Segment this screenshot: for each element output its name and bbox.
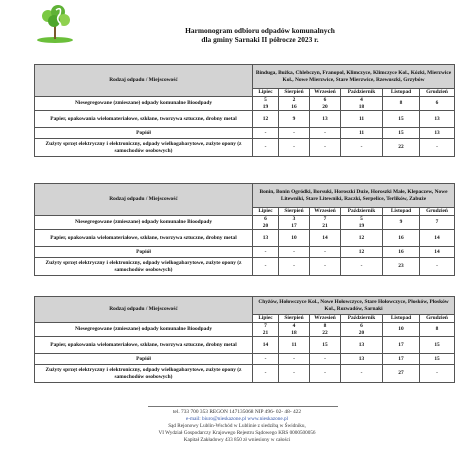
date-cell: -	[253, 128, 279, 139]
waste-type-label: Papier, opakowania wielomateriałowe, szkłane, tworzywa sztuczne, drobny metal	[35, 230, 253, 247]
date-cell: 15	[420, 354, 455, 365]
date-cell: -	[420, 365, 455, 383]
date-cell: 9	[279, 111, 310, 128]
waste-type-label: Popiół	[35, 247, 253, 258]
date-cell: -	[310, 247, 341, 258]
villages-cell: Binduga, Bużka, Chlebczyn, Franopol, Klimczyce, Klimczyce Kol., Kózki, Mierzwice Kol., Nowe Mierzwice, Stare Mierzwice, Rzewuszki, Grzybów	[253, 65, 455, 89]
date-cell: 17	[383, 354, 420, 365]
title-line-2: dla gminy Sarnaki II półrocze 2023 r.	[201, 35, 319, 44]
date-cell: 6	[420, 97, 455, 111]
date-cell: -	[253, 258, 279, 276]
date-cell: 23	[383, 258, 420, 276]
date-cell: 3 17	[279, 216, 310, 230]
date-cell: 13	[341, 354, 383, 365]
month-header: Listopad	[383, 208, 420, 216]
table-row	[35, 128, 455, 139]
date-cell: 13	[341, 337, 383, 354]
month-header: Wrzesień	[310, 208, 341, 216]
date-cell: 7	[420, 216, 455, 230]
date-cell: 15	[383, 128, 420, 139]
waste-type-label: Zużyty sprzęt elektryczny i elektroniczny, odpady wielkogabarytowe, zużyte opony (z samochodów osobowych)	[35, 139, 253, 157]
title-line-1: Harmonogram odbioru odpadów komunalnych	[185, 26, 335, 35]
date-cell: 11	[341, 111, 383, 128]
date-cell: 13	[253, 230, 279, 247]
table-header-label: Rodzaj odpadu / Miejscowość	[35, 297, 253, 323]
date-cell: 6 20	[253, 216, 279, 230]
waste-type-label: Popiół	[35, 354, 253, 365]
footer-email-link[interactable]: e-mail: biuro@nieskazone.pl www.nieskazone.pl	[186, 416, 288, 423]
date-cell: 5 19	[253, 97, 279, 111]
month-header: Sierpień	[279, 208, 310, 216]
date-cell: 14	[310, 230, 341, 247]
date-cell: 8 22	[310, 323, 341, 337]
date-cell: 11	[341, 128, 383, 139]
month-header: Lipiec	[253, 315, 279, 323]
date-cell: 10	[383, 323, 420, 337]
date-cell: -	[310, 128, 341, 139]
table-row	[35, 258, 455, 276]
date-cell: 12	[341, 247, 383, 258]
date-cell: -	[279, 258, 310, 276]
date-cell: 7 21	[310, 216, 341, 230]
date-cell: 8	[420, 323, 455, 337]
company-logo-icon	[34, 4, 76, 44]
month-header: Sierpień	[279, 89, 310, 97]
schedule-table-1	[34, 64, 454, 157]
date-cell: -	[279, 354, 310, 365]
date-cell: 17	[383, 337, 420, 354]
month-header: Sierpień	[279, 315, 310, 323]
month-header: Październik	[341, 315, 383, 323]
date-cell: -	[310, 139, 341, 157]
date-cell: 16	[383, 247, 420, 258]
document-title	[150, 26, 370, 44]
footer-krs: VI Wydział Gospodarczy Krajowego Rejestru Sądowego KRS 0000500056	[158, 430, 316, 437]
waste-type-label: Niesegregowane (zmieszane) odpady komunalne Bioodpady	[35, 216, 253, 230]
month-header: Lipiec	[253, 208, 279, 216]
date-cell: -	[279, 365, 310, 383]
waste-type-label: Zużyty sprzęt elektryczny i elektroniczny, odpady wielkogabarytowe, zużyte opony (z samochodów osobowych)	[35, 258, 253, 276]
date-cell: 14	[253, 337, 279, 354]
date-cell: 15	[420, 337, 455, 354]
month-header: Grudzień	[420, 208, 455, 216]
date-cell: 14	[420, 230, 455, 247]
villages-cell: Chyżów, Hołowczyce Kol., Nowe Hołowczyce, Stare Hołowczyce, Płosków, Płosków Kol., Rozwadów, Sarnaki	[253, 297, 455, 315]
footer-capital: Kapitał Zakładowy 433 850 zł wniesiony w całości	[183, 437, 291, 444]
waste-type-label: Papier, opakowania wielomateriałowe, szkłane, tworzywa sztuczne, drobny metal	[35, 111, 253, 128]
date-cell: 6 20	[310, 97, 341, 111]
date-cell: 22	[383, 139, 420, 157]
waste-type-label: Zużyty sprzęt elektryczny i elektroniczny, odpady wielkogabarytowe, zużyte opony (z samochodów osobowych)	[35, 365, 253, 383]
footer-court: Sąd Rejonowy Lublin-Wschód w Lublinie z siedzibą w Świdniku,	[168, 423, 306, 430]
footer-contact: tel. 733 700 353 REGON 147135068 NIP 496- 02- 48- 422	[172, 409, 302, 415]
waste-type-label: Niesegregowane (zmieszane) odpady komunalne Bioodpady	[35, 323, 253, 337]
waste-type-label: Papier, opakowania wielomateriałowe, szkłane, tworzywa sztuczne, drobny metal	[35, 337, 253, 354]
date-cell: 14	[420, 247, 455, 258]
month-header: Październik	[341, 208, 383, 216]
date-cell: -	[279, 247, 310, 258]
date-cell: 12	[341, 230, 383, 247]
date-cell: -	[279, 139, 310, 157]
month-header: Grudzień	[420, 315, 455, 323]
table-row	[35, 354, 455, 365]
table-header-label: Rodzaj odpadu / Miejscowość	[35, 184, 253, 216]
date-cell: 10	[279, 230, 310, 247]
date-cell: 4 18	[341, 97, 383, 111]
month-header: Lipiec	[253, 89, 279, 97]
date-cell: 8	[383, 97, 420, 111]
date-cell: 27	[383, 365, 420, 383]
date-cell: 7 21	[253, 323, 279, 337]
month-header: Wrzesień	[310, 315, 341, 323]
month-header: Październik	[341, 89, 383, 97]
waste-type-label: Niesegregowane (zmieszane) odpady komunalne Bioodpady	[35, 97, 253, 111]
date-cell: 15	[383, 111, 420, 128]
date-cell: -	[420, 258, 455, 276]
schedule-table-2	[34, 183, 454, 276]
date-cell: -	[341, 139, 383, 157]
month-header: Listopad	[383, 315, 420, 323]
date-cell: 2 16	[279, 97, 310, 111]
date-cell: 11	[279, 337, 310, 354]
date-cell: 4 18	[279, 323, 310, 337]
date-cell: -	[253, 139, 279, 157]
date-cell: -	[253, 365, 279, 383]
table-row	[35, 216, 455, 230]
schedule-table-3	[34, 296, 454, 383]
table-row	[35, 111, 455, 128]
table-row	[35, 230, 455, 247]
month-header: Wrzesień	[310, 89, 341, 97]
date-cell: 13	[420, 111, 455, 128]
date-cell: 12	[253, 111, 279, 128]
footer-divider	[148, 406, 338, 407]
date-cell: -	[341, 258, 383, 276]
table-row	[35, 139, 455, 157]
table-header-label: Rodzaj odpadu / Miejscowość	[35, 65, 253, 97]
date-cell: 6 20	[341, 323, 383, 337]
date-cell: -	[279, 128, 310, 139]
table-row	[35, 323, 455, 337]
date-cell: -	[310, 365, 341, 383]
date-cell: 9	[383, 216, 420, 230]
date-cell: -	[253, 247, 279, 258]
date-cell: -	[253, 354, 279, 365]
month-header: Grudzień	[420, 89, 455, 97]
date-cell: -	[341, 365, 383, 383]
date-cell: 16	[383, 230, 420, 247]
table-row	[35, 337, 455, 354]
date-cell: -	[310, 354, 341, 365]
date-cell: 15	[310, 337, 341, 354]
date-cell: -	[310, 258, 341, 276]
waste-type-label: Popiół	[35, 128, 253, 139]
date-cell: 13	[310, 111, 341, 128]
table-row	[35, 247, 455, 258]
table-row	[35, 97, 455, 111]
date-cell: -	[420, 139, 455, 157]
villages-cell: Bonin, Bonin Ogródki, Borsuki, Horoszki Duże, Horoszki Małe, Klepaczew, Nowe Litewniki, Stare Litewniki, Raczki, Serpelice, Terlików, Zabuże	[253, 184, 455, 208]
month-header: Listopad	[383, 89, 420, 97]
footer	[0, 409, 474, 444]
date-cell: 5 19	[341, 216, 383, 230]
table-row	[35, 365, 455, 383]
date-cell: 13	[420, 128, 455, 139]
